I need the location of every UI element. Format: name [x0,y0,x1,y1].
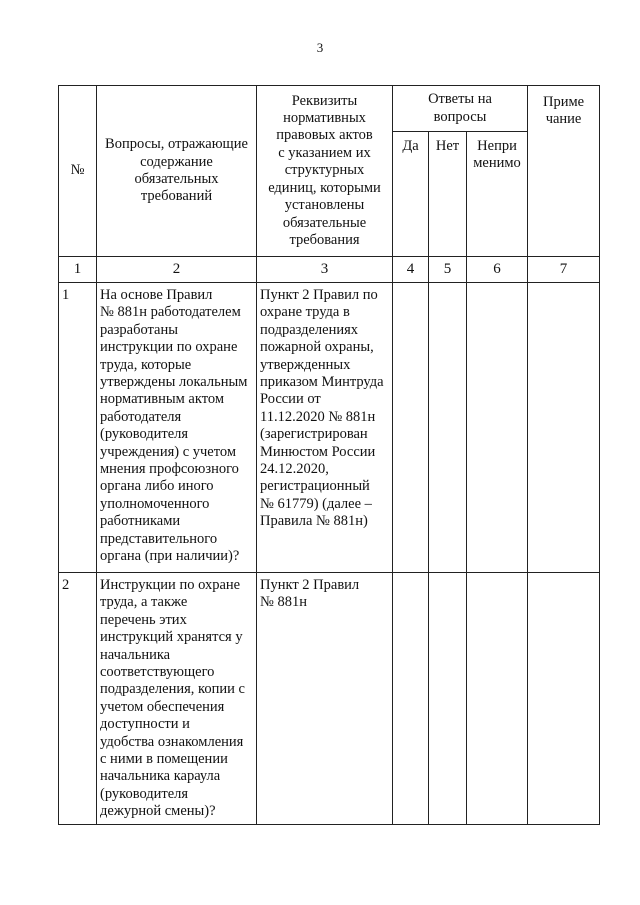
answer-no-cell[interactable] [429,283,467,573]
column-number: 6 [467,257,528,283]
row-requisites: Пункт 2 Правил № 881н [257,573,393,825]
answer-na-cell[interactable] [467,573,528,825]
header-yes: Да [393,132,429,257]
column-number: 4 [393,257,429,283]
page-number: 3 [316,40,324,55]
header-no: Нет [429,132,467,257]
header-answers: Ответы на вопросы [393,86,528,132]
column-number: 2 [97,257,257,283]
column-number: 3 [257,257,393,283]
column-number: 7 [528,257,600,283]
table-row [59,573,600,825]
header-number: № [59,86,97,257]
column-number: 1 [59,257,97,283]
header-requisites: Реквизиты нормативных правовых актов с указанием их структурных единиц, которыми установлены обязательные требования [257,86,393,257]
answer-na-cell[interactable] [467,283,528,573]
header-not-applicable: Непри менимо [467,132,528,257]
notes-cell[interactable] [528,283,600,573]
answer-yes-cell[interactable] [393,283,429,573]
header-questions: Вопросы, отражающие содержание обязательных требований [97,86,257,257]
requirements-table [58,85,600,825]
answer-yes-cell[interactable] [393,573,429,825]
row-number: 2 [59,573,97,825]
row-number: 1 [59,283,97,573]
column-numbers-row [59,257,600,283]
row-question: Инструкции по охране труда, а также перечень этих инструкций хранятся у начальника соответствующего подразделения, копии с учетом обеспечения доступности и удобства ознакомления с ними в помещении начальника караула (руководителя дежурной смены)? [97,573,257,825]
header-notes: Приме чание [528,86,600,257]
answer-no-cell[interactable] [429,573,467,825]
row-question: На основе Правил № 881н работодателем разработаны инструкции по охране труда, которые утверждены локальным нормативным актом работодателя (руководителя учреждения) с учетом мнения профсоюзного органа либо иного уполномоченного работниками представительного органа (при наличии)? [97,283,257,573]
table-row [59,283,600,573]
notes-cell[interactable] [528,573,600,825]
row-requisites: Пункт 2 Правил по охране труда в подразделениях пожарной охраны, утвержденных приказом Минтруда России от 11.12.2020 № 881н (зарегистрирован Минюстом России 24.12.2020, регистрационный № 61779) (далее – Правила № 881н) [257,283,393,573]
column-number: 5 [429,257,467,283]
